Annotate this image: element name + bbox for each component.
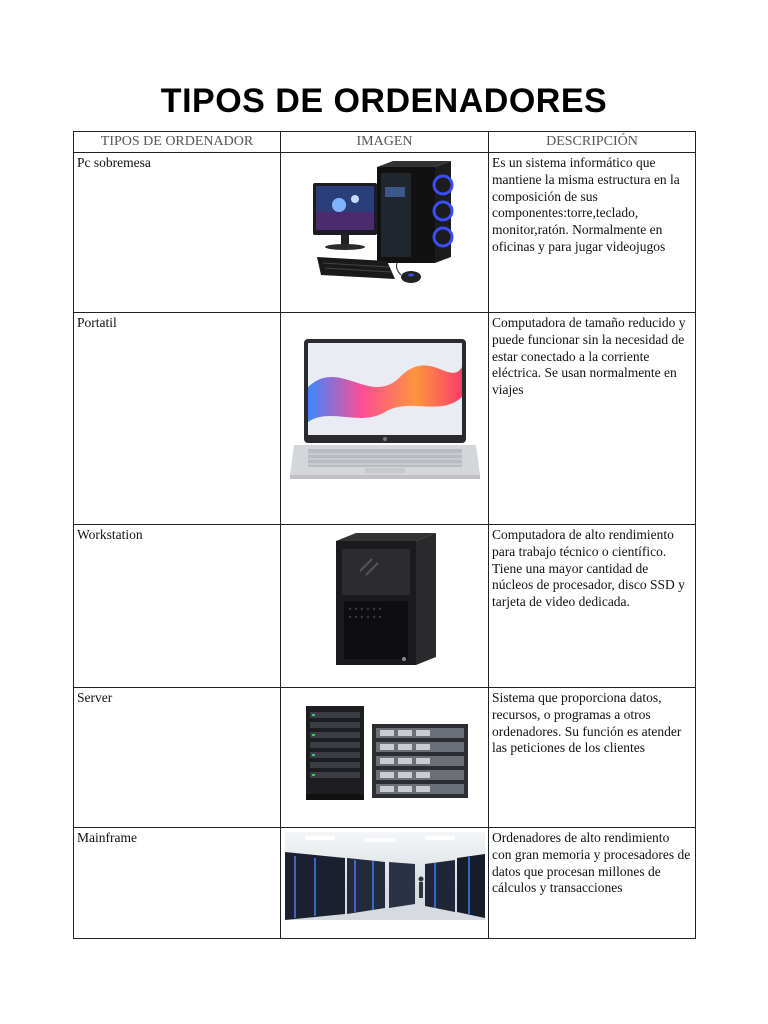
computer-types-table [73,131,696,939]
table-header-row [74,132,696,153]
table-row [74,688,696,828]
row-description: Computadora de tamaño reducido y puede funcionar sin la necesidad de estar conectado a la corriente eléctrica. Se usan normalmente en viajes [489,313,696,525]
header-type: TIPOS DE ORDENADOR [74,132,281,153]
server-rack-image [298,704,472,804]
row-image-cell [281,688,489,828]
row-type: Workstation [74,525,281,688]
row-description: Computadora de alto rendimiento para trabajo técnico o científico. Tiene una mayor cantidad de núcleos de procesador, disco SSD y tarjeta de video dedicada. [489,525,696,688]
row-image-cell [281,525,489,688]
row-description: Ordenadores de alto rendimiento con gran memoria y procesadores de datos que procesan millones de cálculos y transacciones [489,828,696,939]
row-type: Server [74,688,281,828]
workstation-tower-image [330,529,440,669]
table-row [74,525,696,688]
row-description: Sistema que proporciona datos, recursos, o programas a otros ordenadores. Su función es atender las peticiones de los clientes [489,688,696,828]
table-row [74,153,696,313]
row-type: Portatil [74,313,281,525]
page-title: TIPOS DE ORDENADORES [160,82,608,120]
row-type: Mainframe [74,828,281,939]
header-description: DESCRIPCIÓN [489,132,696,153]
table-row [74,313,696,525]
laptop-image [290,337,480,483]
header-image: IMAGEN [281,132,489,153]
desktop-pc-image [305,157,465,297]
row-type: Pc sobremesa [74,153,281,313]
row-image-cell [281,828,489,939]
table-row [74,828,696,939]
mainframe-room-image [285,832,485,920]
row-image-cell [281,313,489,525]
row-description: Es un sistema informático que mantiene la misma estructura en la composición de sus componentes:torre,teclado, monitor,ratón. Normalmente en oficinas y para jugar videojugos [489,153,696,313]
row-image-cell [281,153,489,313]
